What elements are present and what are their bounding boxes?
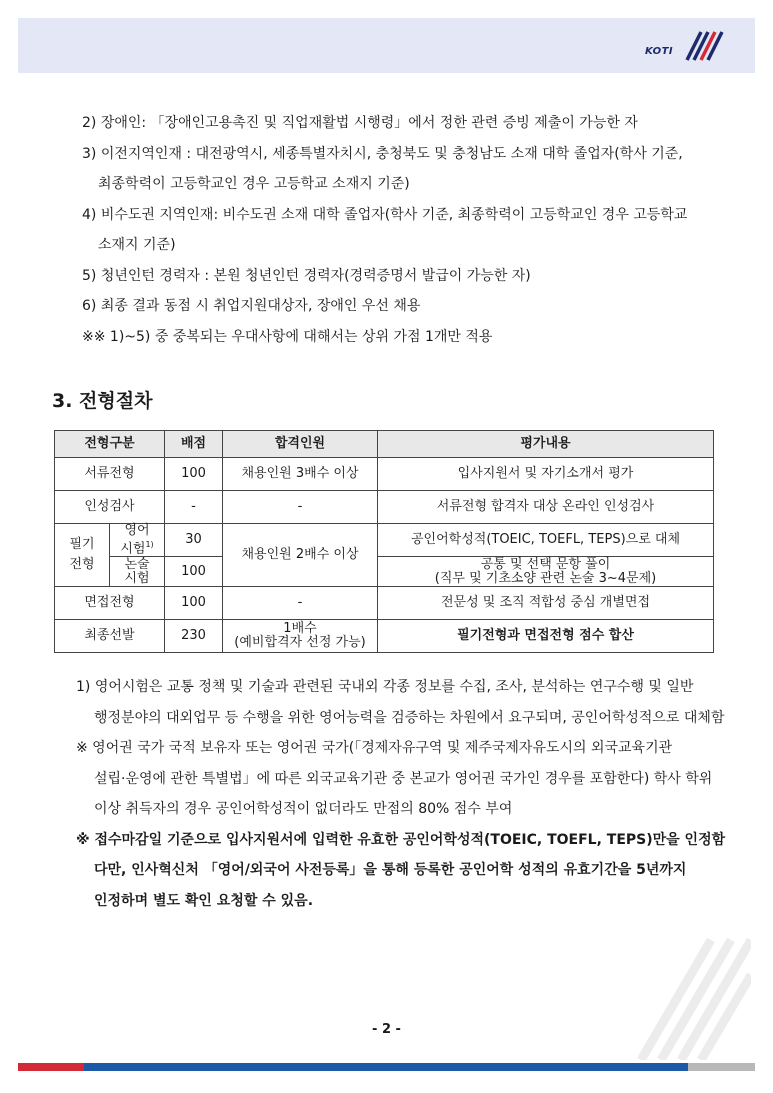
note-native-speaker-cont: 설립·운영에 관한 특별법」에 따른 외국교육기관 중 본교가 영어권 국가인 경우를 포함한다) 학사 학위	[94, 770, 713, 787]
logo-text: KOTI	[645, 46, 674, 57]
preference-note: ※※ 1)~5) 중 중복되는 우대사항에 대해서는 상위 가점 1개만 적용	[82, 328, 493, 345]
header-stage: 전형구분	[55, 431, 165, 458]
cell-score: -	[165, 491, 223, 524]
cell-eval: 공통 및 선택 문항 풀이 (직무 및 기초소양 관련 논술 3~4문제)	[378, 557, 714, 587]
footer-bar-red	[18, 1063, 84, 1071]
cell-eval: 필기전형과 면접전형 점수 합산	[378, 620, 714, 653]
cell-score: 30	[165, 524, 223, 557]
preference-item: 6) 최종 결과 동점 시 취업지원대상자, 장애인 우선 채용	[82, 298, 421, 314]
cell-stage: 면접전형	[55, 587, 165, 620]
preference-item: 4) 비수도권 지역인재: 비수도권 소재 대학 졸업자(학사 기준, 최종학력이 고등학교인 경우 고등학교	[82, 206, 688, 223]
cell-eval: 공인어학성적(TOEIC, TOEFL, TEPS)으로 대체	[378, 524, 714, 557]
preference-list	[82, 108, 732, 352]
note-valid-score-cont: 다만, 인사혁신처 「영어/외국어 사전등록」을 통해 등록한 공인어학 성적의 유효기간을 5년까지	[94, 862, 687, 878]
cell-pass: 채용인원 3배수 이상	[223, 458, 378, 491]
cell-stage: 최종선발	[55, 620, 165, 653]
header-pass: 합격인원	[223, 431, 378, 458]
selection-procedure-table	[54, 430, 714, 653]
cell-score: 100	[165, 458, 223, 491]
footnote-1: 1) 영어시험은 교통 정책 및 기술과 관련된 국내외 각종 정보를 수집, 조사, 분석하는 연구수행 및 일반	[76, 679, 694, 695]
preference-item: 2) 장애인: 「장애인고용촉진 및 직업재활법 시행령」에서 정한 관련 증빙 제출이 가능한 자	[82, 115, 638, 131]
cell-pass-written: 채용인원 2배수 이상	[223, 524, 378, 587]
footnote-marker: 1)	[145, 540, 154, 549]
cell-pass: 1배수 (예비합격자 선정 가능)	[223, 620, 378, 653]
preference-item: 5) 청년인턴 경력자 : 본원 청년인턴 경력자(경력증명서 발급이 가능한 자)	[82, 267, 531, 284]
section-title: 3. 전형절차	[52, 390, 153, 412]
footer-bar-blue	[84, 1063, 688, 1071]
cell-eval: 전문성 및 조직 적합성 중심 개별면접	[378, 587, 714, 620]
footer-bar-gray	[688, 1063, 755, 1071]
cell-score: 230	[165, 620, 223, 653]
cell-score: 100	[165, 557, 223, 587]
cell-stage: 인성검사	[55, 491, 165, 524]
cell-stage: 서류전형	[55, 458, 165, 491]
preference-item-cont: 최종학력이 고등학교인 경우 고등학교 소재지 기준)	[98, 176, 410, 192]
page-number: - 2 -	[372, 1022, 401, 1037]
preference-item-cont: 소재지 기준)	[98, 237, 176, 253]
header-eval: 평가내용	[378, 431, 714, 458]
note-valid-score-cont: 인정하며 별도 확인 요청할 수 있음.	[94, 892, 314, 909]
watermark-stripes-icon	[601, 930, 751, 1060]
cell-eval: 입사지원서 및 자기소개서 평가	[378, 458, 714, 491]
cell-pass: -	[223, 587, 378, 620]
cell-group-written: 필기 전형	[55, 524, 110, 587]
note-native-speaker: ※ 영어권 국가 국적 보유자 또는 영어권 국가(「경제자유구역 및 제주국제자유도시의 외국교육기관	[76, 740, 673, 756]
preference-item: 3) 이전지역인재 : 대전광역시, 세종특별자치시, 충청북도 및 충청남도 소재 대학 졸업자(학사 기준,	[82, 145, 683, 162]
cell-score: 100	[165, 587, 223, 620]
koti-logo-stripes-icon	[645, 22, 725, 66]
footnotes	[76, 672, 736, 916]
footnote-1-cont: 행정분야의 대외업무 등 수행을 위한 영어능력을 검증하는 차원에서 요구되며, 공인어학성적으로 대체함	[94, 709, 725, 726]
note-native-speaker-cont: 이상 취득자의 경우 공인어학성적이 없더라도 만점의 80% 점수 부여	[94, 801, 513, 817]
cell-pass: -	[223, 491, 378, 524]
header-score: 배점	[165, 431, 223, 458]
cell-substage-essay: 논술 시험	[110, 557, 165, 587]
koti-logo	[645, 22, 725, 66]
note-valid-score: ※ 접수마감일 기준으로 입사지원서에 입력한 유효한 공인어학성적(TOEIC, TOEFL, TEPS)만을 인정함	[76, 831, 726, 848]
cell-eval: 서류전형 합격자 대상 온라인 인성검사	[378, 491, 714, 524]
english-stage-text: 영어 시험	[120, 523, 150, 557]
cell-substage-english	[110, 524, 165, 557]
